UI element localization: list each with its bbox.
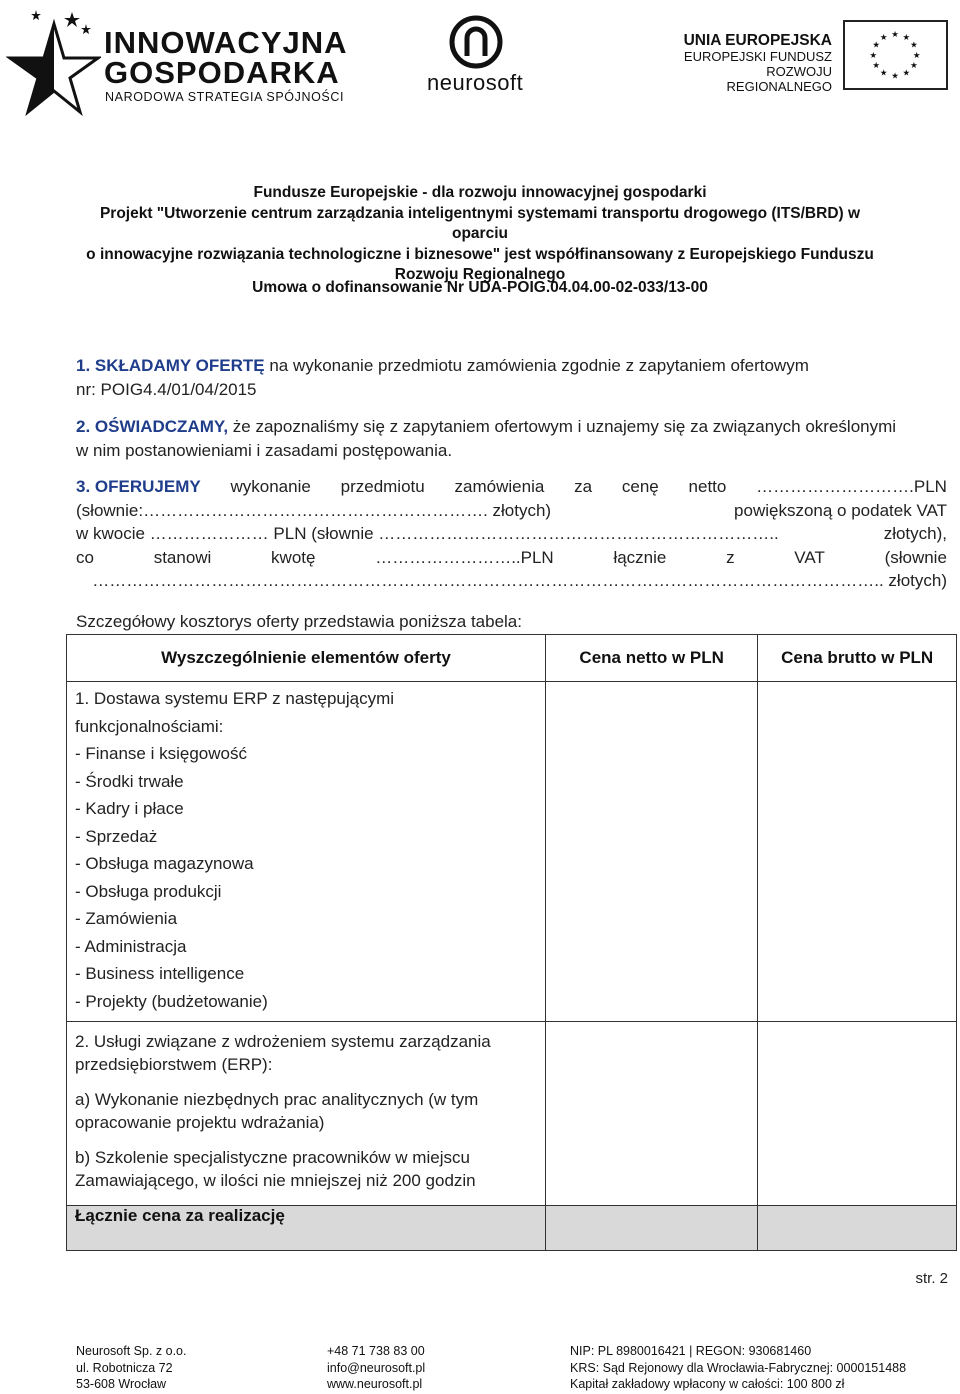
row2-b-line: Zamawiającego, w ilości nie mniejszej niż 200 godzin [75, 1171, 476, 1190]
declaration-1 [76, 354, 947, 401]
total-label: Łącznie cena za realizację [67, 1206, 546, 1251]
row1-line: - Projekty (budżetowanie) [75, 991, 268, 1011]
header-gross: Cena brutto w PLN [758, 635, 957, 682]
row2-item-a [75, 1088, 537, 1134]
row2-title-line: przedsiębiorstwem (ERP): [75, 1055, 273, 1074]
row2-gross-price[interactable] [758, 1022, 957, 1206]
row1-line: - Business intelligence [75, 964, 245, 983]
declaration-3-line5: ………………………………………………………………………………………………………………………….. złotych) [92, 571, 947, 590]
project-line2: Projekt "Utworzenie centrum zarządzania inteligentnymi systemami transportu drogowego (ITS/BRD) w oparciu [99, 204, 861, 242]
ue-line1: UNIA EUROPEJSKA [683, 32, 832, 49]
declaration-1-line2: nr: POIG4.4/01/04/2015 [76, 379, 257, 399]
svg-text:★: ★ [902, 31, 911, 42]
svg-text:★: ★ [891, 70, 899, 81]
table-row [67, 1022, 957, 1206]
offer-table [66, 634, 957, 1251]
eu-flag-icon [843, 20, 948, 90]
ig-logo-line3: NARODOWA STRATEGIA SPÓJNOŚCI [105, 90, 345, 104]
row1-line: - Obsługa magazynowa [75, 854, 254, 873]
row2-description [67, 1022, 546, 1206]
row1-line: - Finanse i księgowość [75, 744, 247, 763]
declaration-2-line2: w nim postanowieniami i zasadami postępowania. [76, 440, 453, 460]
neurosoft-logo-text: neurosoft [427, 70, 524, 95]
footer-street: ul. Robotnicza 72 [76, 1360, 173, 1375]
footer-capital: Kapitał zakładowy wpłacony w całości: 100 800 zł [570, 1377, 845, 1391]
svg-text:★: ★ [902, 67, 911, 78]
row1-gross-price[interactable] [758, 682, 957, 1022]
footer-registration [570, 1343, 906, 1393]
declaration-2-line1: 2. OŚWIADCZAMY, że zapoznaliśmy się z zapytaniem ofertowym i uznajemy się za związanych określonymi [76, 417, 897, 436]
footer-company-name: Neurosoft Sp. z o.o. [76, 1344, 187, 1358]
contract-number: Umowa o dofinansowanie Nr UDA-POIG.04.04.00-02-033/13-00 [252, 279, 708, 296]
row1-line: 1. Dostawa systemu ERP z następującymi [75, 689, 395, 708]
project-header [70, 183, 890, 286]
footer-nip-regon: NIP: PL 8980016421 | REGON: 930681460 [570, 1344, 812, 1358]
svg-text:★: ★ [891, 29, 899, 40]
row1-line: - Obsługa produkcji [75, 881, 222, 901]
declaration-1-head: 1. SKŁADAMY OFERTĘ na wykonanie przedmiotu zamówienia zgodnie z zapytaniem ofertowym [76, 356, 809, 375]
row1-line: - Zamówienia [75, 909, 178, 928]
row1-line: funkcjonalnościami: [75, 716, 224, 736]
row2-item-b [75, 1146, 537, 1192]
svg-text:★: ★ [912, 49, 921, 60]
footer-phone: +48 71 738 83 00 [327, 1344, 425, 1358]
ue-line2: EUROPEJSKI FUNDUSZ [683, 49, 832, 64]
table-total-row [67, 1206, 957, 1251]
footer-website[interactable]: www.neurosoft.pl [327, 1377, 423, 1391]
row2-b-line: b) Szkolenie specjalistyczne pracowników w miejscu [75, 1148, 470, 1167]
declaration-3-line4: co stanowi kwotę ……………………..PLN łącznie z VAT (słownie [76, 547, 947, 567]
row1-line: - Środki trwałe [75, 771, 184, 791]
table-intro: Szczegółowy kosztorys oferty przedstawia poniższa tabela: [76, 612, 522, 631]
ue-line3: ROZWOJU REGIONALNEGO [726, 64, 832, 94]
ig-logo-line1: INNOWACYJNA [104, 25, 348, 60]
svg-text:★: ★ [879, 31, 888, 42]
header-item: Wyszczególnienie elementów oferty [67, 635, 546, 682]
row1-line: - Kadry i płace [75, 799, 184, 818]
svg-text:★: ★ [872, 39, 880, 50]
ue-logo-text [666, 32, 832, 94]
footer-krs: KRS: Sąd Rejonowy dla Wrocławia-Fabrycznej: 0000151488 [570, 1360, 907, 1375]
svg-text:★: ★ [879, 67, 888, 78]
footer-contact [327, 1343, 425, 1393]
project-line1: Fundusze Europejskie - dla rozwoju innowacyjnej gospodarki [253, 184, 707, 201]
row1-line: - Administracja [75, 936, 187, 956]
row1-line: - Sprzedaż [75, 826, 158, 846]
svg-text:★: ★ [910, 60, 918, 71]
total-gross-price[interactable] [758, 1206, 957, 1251]
project-line3: o innowacyjne rozwiązania technologiczne i biznesowe" jest współfinansowany z Europejskiego Funduszu [86, 245, 874, 263]
project-line4: Rozwoju Regionalnego [394, 266, 566, 283]
table-row [67, 682, 957, 1022]
innowacyjna-gospodarka-logo-icon [6, 6, 101, 121]
declaration-3-line1: 3. OFERUJEMY wykonanie przedmiotu zamówienia za cenę netto ……………………….PLN [76, 477, 947, 496]
svg-text:★: ★ [872, 60, 880, 71]
page-number: str. 2 [915, 1270, 948, 1287]
row1-net-price[interactable] [546, 682, 758, 1022]
footer-email[interactable]: info@neurosoft.pl [327, 1360, 426, 1375]
row1-description [67, 682, 546, 1022]
declaration-3-line3: w kwocie ………………… PLN (słownie …………………………………………………………….. złotych), [76, 524, 947, 543]
declaration-2 [76, 415, 947, 462]
row2-title-line: 2. Usługi związane z wdrożeniem systemu zarządzania [75, 1032, 491, 1051]
row2-a-line: opracowanie projektu wdrażania) [75, 1113, 325, 1132]
declaration-1-line1 [76, 354, 947, 378]
ig-logo-line2: GOSPODARKA [104, 55, 340, 90]
row2-net-price[interactable] [546, 1022, 758, 1206]
header-net: Cena netto w PLN [546, 635, 758, 682]
svg-text:★: ★ [910, 39, 918, 50]
total-net-price[interactable] [546, 1206, 758, 1251]
declaration-3 [76, 475, 947, 593]
footer-company [76, 1343, 186, 1393]
svg-text:★: ★ [869, 49, 878, 60]
row2-a-line: a) Wykonanie niezbędnych prac analitycznych (w tym [75, 1090, 479, 1109]
declaration-3-line2: (słownie:……………………………………………………. złotych) powiększoną o podatek VAT [76, 500, 947, 520]
footer-city: 53-608 Wrocław [76, 1377, 167, 1391]
table-header-row [67, 635, 957, 682]
